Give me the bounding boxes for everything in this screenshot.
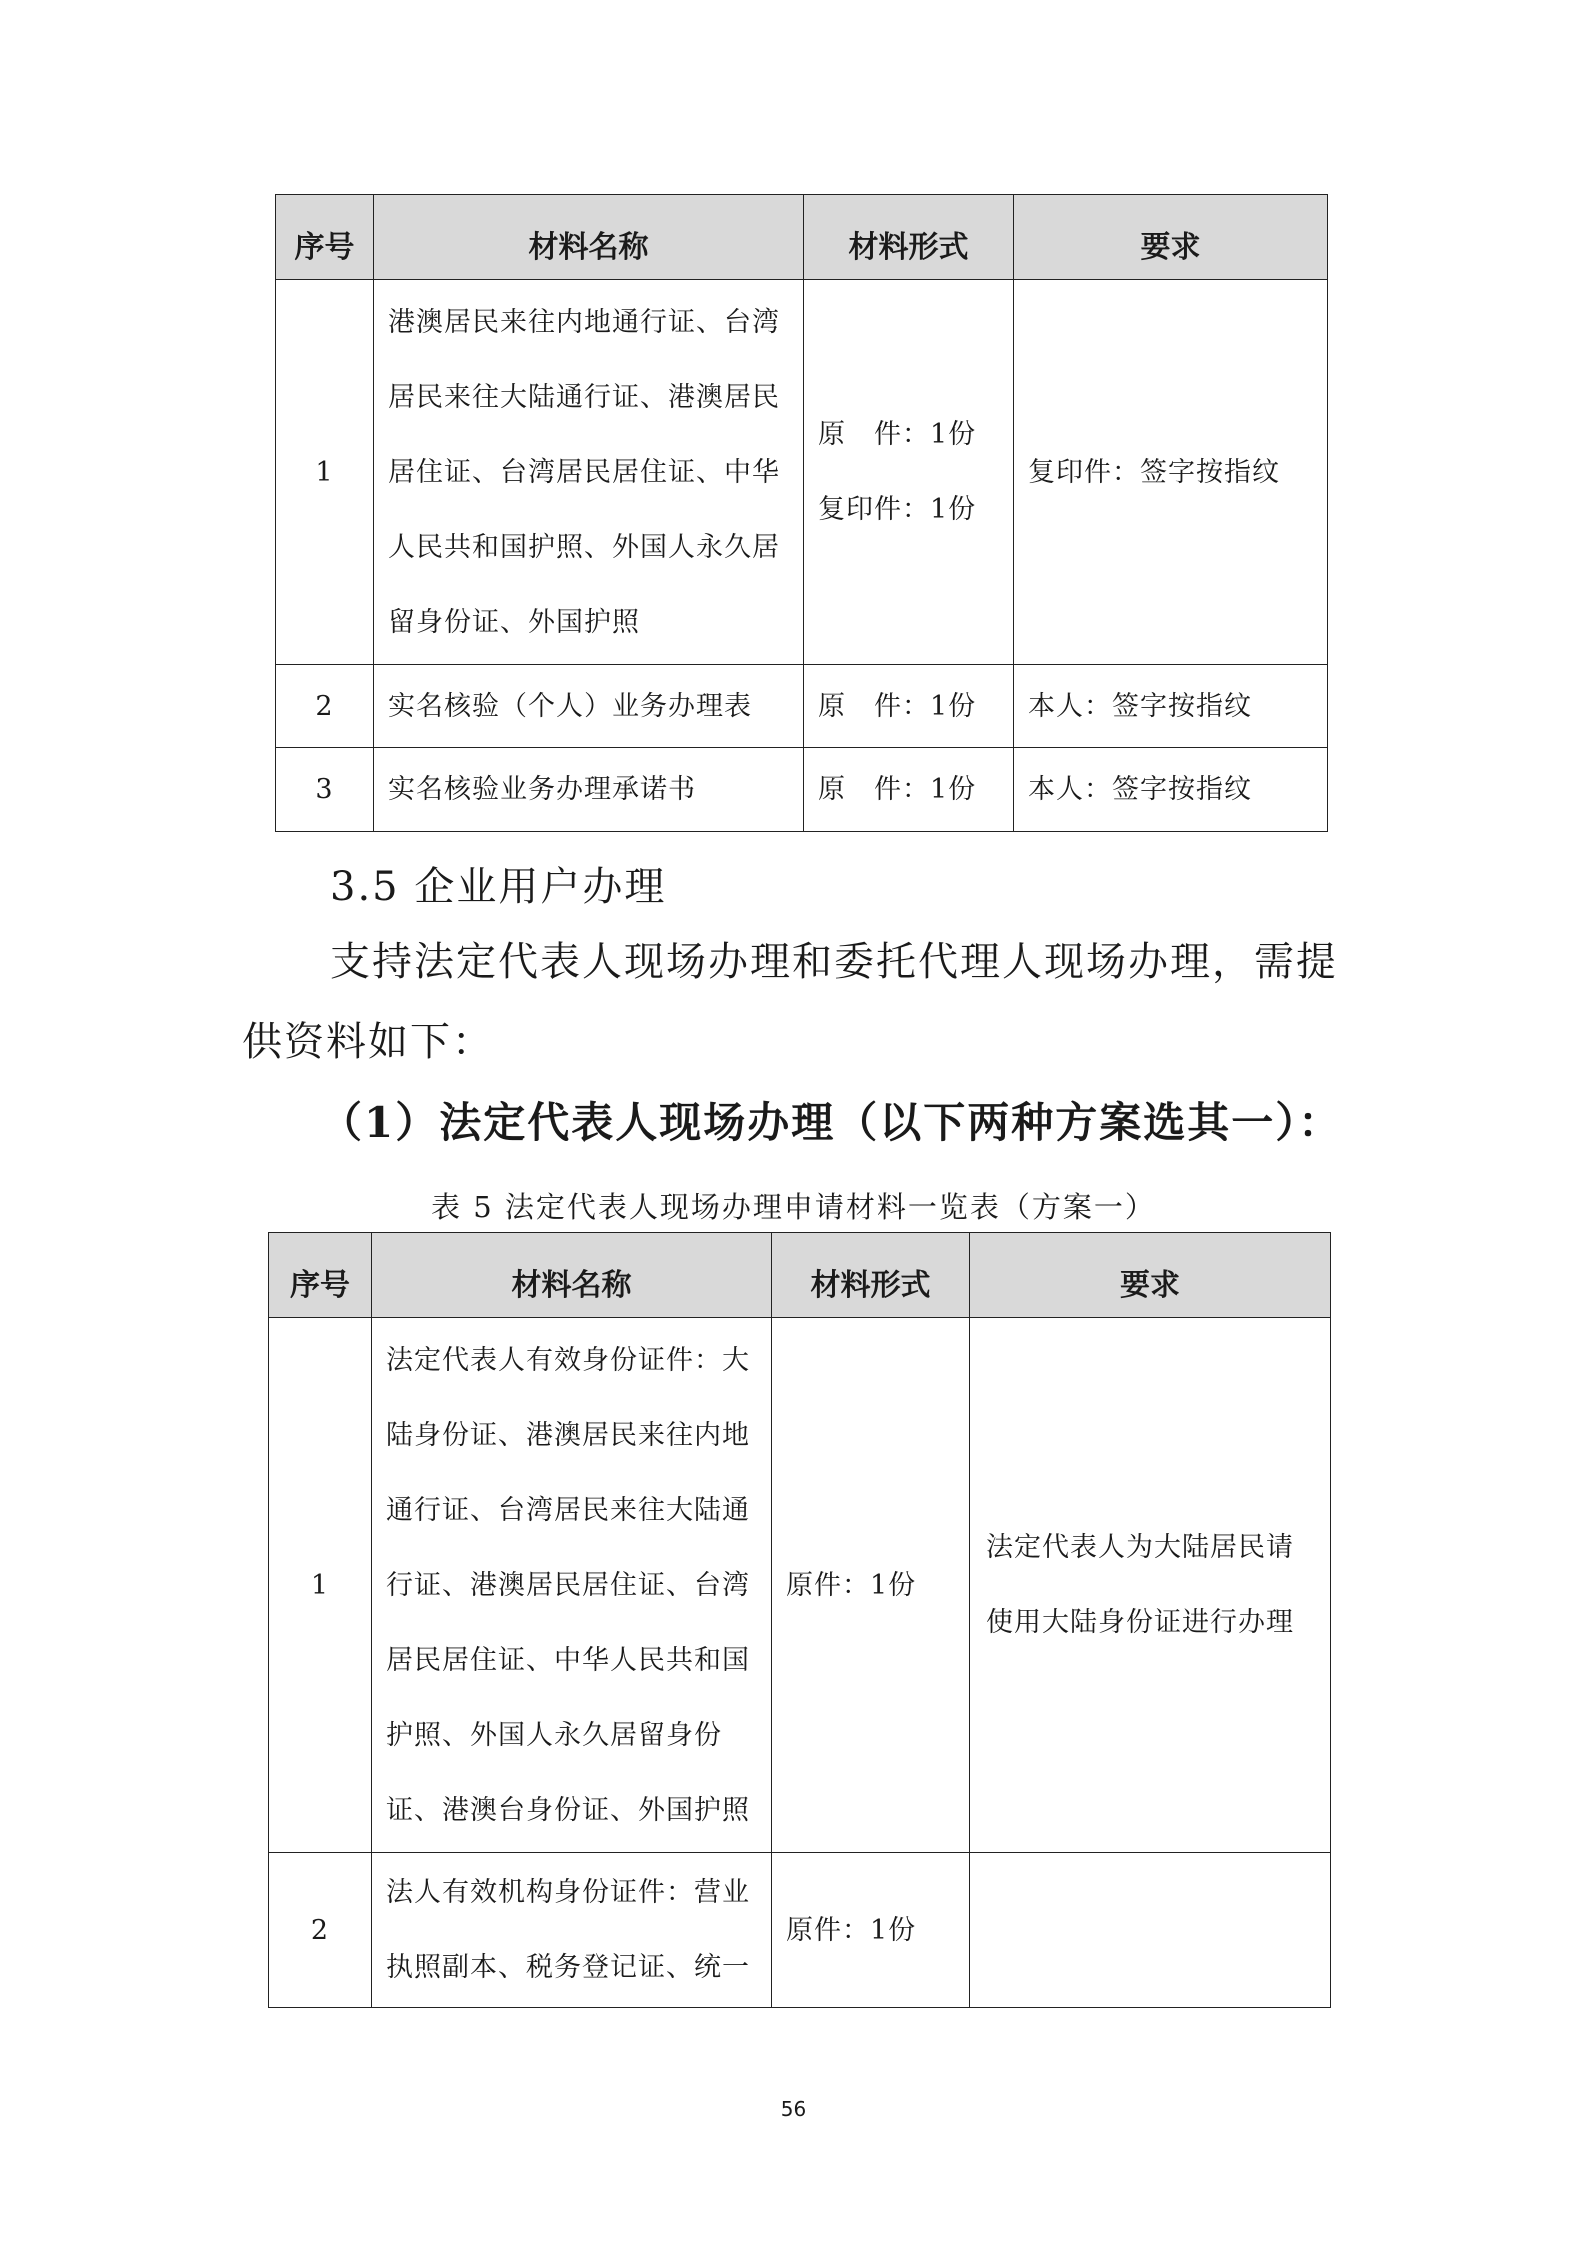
row-no: 2 [276, 665, 374, 748]
header-requirement: 要求 [970, 1233, 1331, 1318]
row-requirement [970, 1853, 1331, 2008]
row-requirement: 本人：签字按指纹 [1014, 665, 1328, 748]
row-requirement: 复印件：签字按指纹 [1014, 280, 1328, 665]
row-no: 3 [276, 748, 374, 832]
header-name: 材料名称 [374, 195, 804, 280]
table-caption: 表 5 法定代表人现场办理申请材料一览表（方案一） [431, 1190, 1156, 1224]
table-row [276, 748, 1328, 832]
row-form-copy: 复印件：1份 [818, 494, 977, 525]
row-form: 原件：1份 [772, 1853, 970, 2008]
row-name: 港澳居民来往内地通行证、台湾居民来往大陆通行证、港澳居民居住证、台湾居民居住证、中华人民共和国护照、外国人永久居留身份证、外国护照 [388, 306, 780, 638]
row-form-original: 原 件：1份 [818, 419, 977, 450]
page-number: 56 [780, 2097, 807, 2121]
table-header-row [269, 1233, 1331, 1318]
header-name: 材料名称 [372, 1233, 772, 1318]
materials-table-2 [268, 1232, 1331, 2008]
row-name: 实名核验（个人）业务办理表 [374, 665, 804, 748]
row-requirement: 本人：签字按指纹 [1014, 748, 1328, 832]
header-no: 序号 [269, 1233, 372, 1318]
table-row [269, 1318, 1331, 1853]
table-row [269, 1853, 1331, 2008]
row-no: 2 [269, 1853, 372, 2008]
header-no: 序号 [276, 195, 374, 280]
header-form: 材料形式 [772, 1233, 970, 1318]
table-row [276, 280, 1328, 665]
row-no: 1 [269, 1318, 372, 1853]
table-row [276, 665, 1328, 748]
row-name: 实名核验业务办理承诺书 [374, 748, 804, 832]
row-form: 原 件：1份 [804, 748, 1014, 832]
table-header-row [276, 195, 1328, 280]
row-form: 原 件：1份 [804, 665, 1014, 748]
row-requirement: 法定代表人为大陆居民请使用大陆身份证进行办理 [986, 1532, 1294, 1638]
header-form: 材料形式 [804, 195, 1014, 280]
subheading: （1）法定代表人现场办理（以下两种方案选其一）： [320, 1098, 1343, 1147]
row-name: 法人有效机构身份证件：营业执照副本、税务登记证、统一 [386, 1877, 750, 1983]
row-name: 法定代表人有效身份证件：大陆身份证、港澳居民来往内地通行证、台湾居民来往大陆通行证、港澳居民居住证、台湾居民居住证、中华人民共和国护照、外国人永久居留身份证、港澳台身份证、外国护照 [386, 1344, 750, 1826]
materials-table-1 [275, 194, 1328, 832]
section-title: 3.5 企业用户办理 [330, 864, 667, 910]
row-form: 原件：1份 [772, 1318, 970, 1853]
row-no: 1 [276, 280, 374, 665]
header-requirement: 要求 [1014, 195, 1328, 280]
paragraph-text: 支持法定代表人现场办理和委托代理人现场办理，需提供资料如下： [242, 939, 1338, 1065]
